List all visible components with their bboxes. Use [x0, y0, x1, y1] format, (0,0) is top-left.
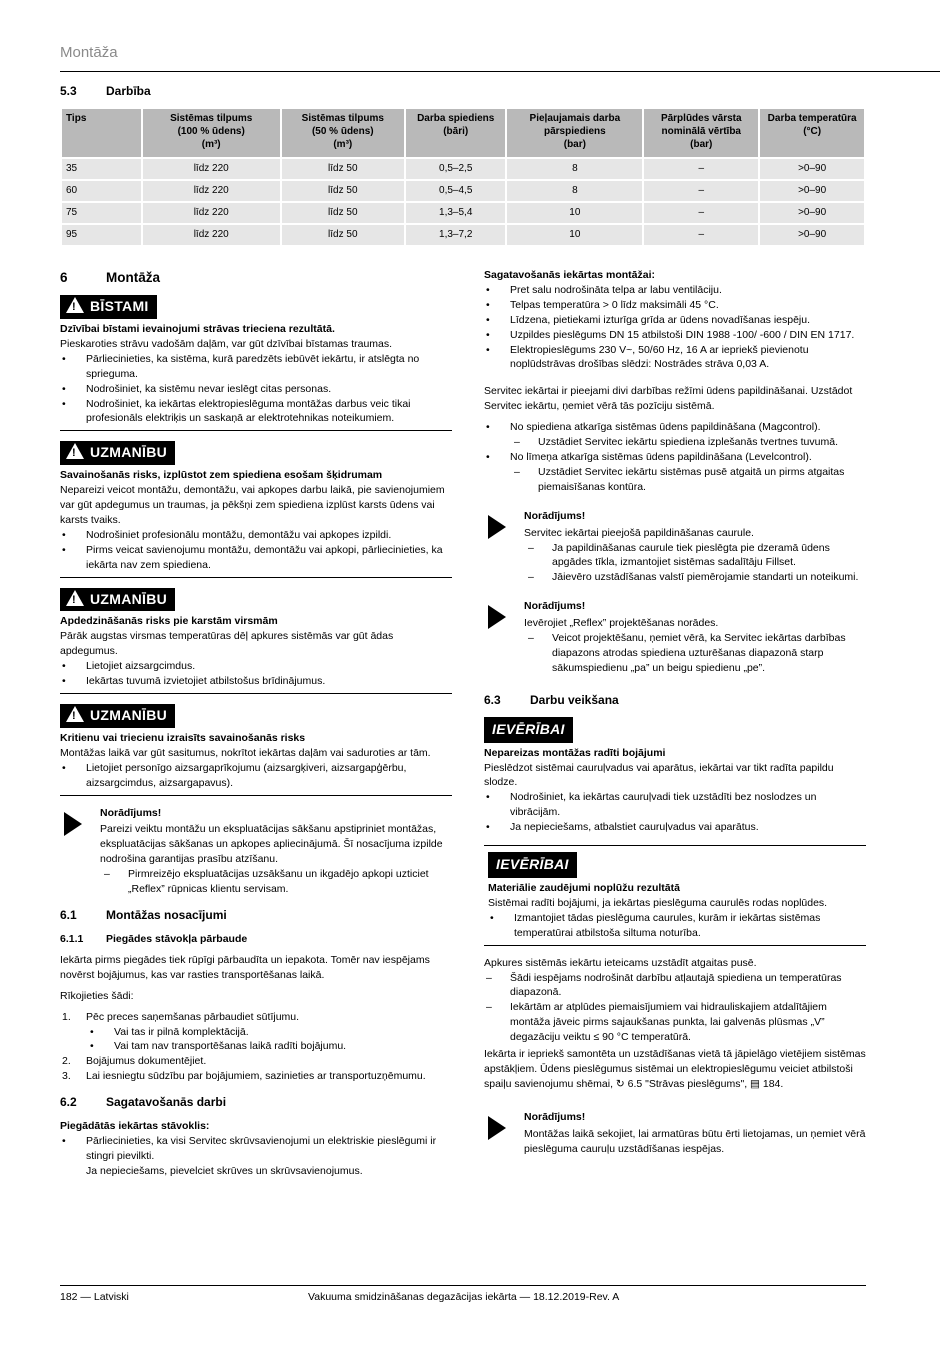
table-cell: >0–90	[760, 225, 864, 245]
caution-badge	[60, 588, 175, 612]
danger-warning	[60, 295, 452, 431]
caution-badge	[60, 441, 175, 465]
note-text: Pareizi veiktu montāžu un ekspluatācijas sākšanu apstipriniet montāžas, ekspluatācijas sākšanas un apkopes apliecinājumā. Šī nosacījuma izpilde nodrošina garantijas prasību atzīšanu.	[100, 823, 443, 866]
right-column	[484, 268, 866, 1166]
sub-list	[510, 435, 866, 450]
table-cell: līdz 220	[143, 181, 280, 201]
warning-triangle-icon	[66, 706, 84, 722]
sub-list	[510, 465, 866, 495]
warning-triangle-icon	[66, 297, 84, 313]
step-number: 3.	[62, 1070, 71, 1083]
warning-title: Kritienu vai triecienu izraisīts savainošanās risks	[60, 731, 306, 744]
dash-list	[484, 971, 866, 1046]
list-item	[60, 1054, 452, 1069]
list-item: • Pret salu nodrošināta telpa ar labu ventilāciju.	[484, 283, 866, 298]
header-rule	[60, 71, 940, 72]
caution-label: UZMANĪBU	[90, 590, 168, 607]
notice-block	[484, 717, 866, 839]
list-item: – Uzstādiet Servitec iekārtu spiediena izplešanās tvertnes tuvumā.	[510, 435, 866, 450]
notice-list	[488, 911, 866, 941]
danger-badge	[60, 295, 157, 319]
list-item: • Nodrošiniet, ka iekārtas elektropieslēguma montāžas darbus veic tikai profesionāls elektriķis un saskaņā ar elektrotehnikas noteikumiem.	[60, 397, 452, 427]
paragraph: Apkures sistēmās iekārtu ieteicams uzstādīt atgaitas pusē.	[484, 956, 757, 969]
table-cell: 8	[507, 181, 642, 201]
section-number: 6	[60, 270, 68, 285]
table-header-cell: Sistēmas tilpums (50 % ūdens) (m³)	[282, 109, 404, 157]
section-6-3-heading	[484, 692, 866, 709]
list-item	[60, 1069, 452, 1084]
section-6-2-heading	[60, 1094, 452, 1111]
section-title: Montāža	[106, 270, 160, 285]
paragraph: Servitec iekārtai ir pieejami divi darbības režīmi ūdens papildināšanai. Uzstādot Servitec iekārtu, ņemiet vērā tās pozīciju sistēmā.	[484, 385, 853, 413]
section-6-1-1-heading	[60, 932, 452, 947]
caution-warning	[60, 588, 452, 694]
table-cell: 60	[62, 181, 141, 201]
note-block	[484, 1110, 866, 1157]
list-item	[60, 1010, 452, 1055]
list-item: – Iekārtām ar atplūdes piemaisījumiem vai hidrauliskajiem atdalītājiem montāža jāveic pirms sajaukšanas punkta, lai galvenās plūsmas „V” degazāciju veiktu ≤ 90 °C temperatūrā.	[484, 1000, 866, 1045]
list-item: • Izmantojiet tādas pieslēguma caurules, kurām ir iekārtas sistēmas temperatūrai atbilstoša siltuma noturība.	[488, 911, 866, 941]
section-number: 5.3	[60, 84, 77, 98]
note-list	[100, 867, 452, 897]
table-row	[62, 181, 864, 201]
left-column	[60, 264, 452, 1185]
note-arrow-icon	[488, 515, 506, 539]
list-item	[60, 1134, 452, 1179]
step-number: 1.	[62, 1010, 71, 1023]
notice-block	[484, 845, 866, 946]
table-header-cell: Tips	[62, 109, 141, 157]
list-item: • Lietojiet aizsargcimdus.	[60, 659, 452, 674]
table-cell: līdz 220	[143, 159, 280, 179]
paragraph: Iekārta ir iepriekš samontēta un uzstādīšanas vietā tā jāpielāgo vietējiem sistēmas apstākļiem. Ūdens pieslēgumus sistēmai un elektropieslēgumu veiciet atbilstoši spaiļu savienojumu shēmai, ↻ 6.5 "Strāvas pieslēgums", ▤ 184.	[484, 1048, 866, 1090]
table-cell: –	[644, 225, 758, 245]
table-cell: >0–90	[760, 203, 864, 223]
table-cell: līdz 50	[282, 159, 404, 179]
caution-warning	[60, 441, 452, 577]
bullet-list	[484, 420, 866, 495]
paragraph: Iekārta pirms piegādes tiek rūpīgi pārbaudīta un iepakota. Tomēr nav iespējams novērst bojājumus, kas var rasties transportēšanas laikā.	[60, 953, 430, 981]
warning-text: Nepareizi veicot montāžu, demontāžu, vai apkopes darbu laikā, pie savienojumiem var gūt apdegumus un traumas, ja pēkšņi zem spiediena izplūst karsts ūdens vai karsts tvaiks.	[60, 484, 445, 526]
item-text: No spiediena atkarīga sistēmas ūdens papildināšana (Magcontrol).	[510, 421, 821, 434]
table-cell: 1,3–5,4	[406, 203, 506, 223]
list-item: – Pirmreizējo ekspluatācijas uzsākšanu un ikgadējo apkopi uzticiet „Reflex” rūpnicas klientu servisam.	[100, 867, 452, 897]
table-cell: līdz 220	[143, 203, 280, 223]
note-list	[524, 631, 866, 676]
list-item: • Lietojiet personīgo aizsargaprīkojumu (aizsargķiveri, aizsargapģērbu, aizsargcimdus, aizsargapavus).	[60, 761, 452, 791]
warning-list	[60, 352, 452, 427]
item-text: Pārliecinieties, ka visi Servitec skrūvsavienojumi un elektriskie pieslēgumi ir stingri pievilkti.	[86, 1135, 437, 1162]
section-title: Piegādes stāvokļa pārbaude	[106, 932, 248, 945]
list-item: – Veicot projektēšanu, ņemiet vērā, ka Servitec iekārtas darbības diapazons atrodas spiediena uzturēšanas diapazonā starp sākumspiedienu „pa” un beigu spiedienu „pe”.	[524, 631, 866, 676]
section-title: Montāžas nosacījumi	[106, 907, 227, 922]
note-list	[524, 541, 866, 586]
section-number: 6.1.1	[60, 932, 84, 945]
notice-list	[484, 790, 866, 835]
sub-list	[86, 1025, 452, 1055]
list-item: • Nodrošiniet profesionālu montāžu, demontāžu vai apkopes izpildi.	[60, 528, 452, 543]
list-item: – Šādi iespējams nodrošināt darbību atļautajā spiediena un temperatūras diapazonā.	[484, 971, 866, 1001]
warning-list	[60, 528, 452, 573]
section-5-3-heading	[60, 83, 151, 100]
table-header-row	[62, 109, 864, 157]
table-cell: >0–90	[760, 181, 864, 201]
table-cell: 35	[62, 159, 141, 179]
list-item: • Telpas temperatūra > 0 līdz maksimāli 45 °C.	[484, 298, 866, 313]
list-item: – Uzstādiet Servitec iekārtu sistēmas pusē atgaitā un pirms atgaitas piemaisīšanas kontūra.	[510, 465, 866, 495]
table-cell: 8	[507, 159, 642, 179]
table-cell: 95	[62, 225, 141, 245]
notice-text: Sistēmai radīti bojājumi, ja iekārtas pieslēguma caurulēs rodas noplūdes.	[488, 896, 828, 909]
running-header: Montāža	[60, 44, 118, 61]
warning-list	[60, 761, 452, 791]
notice-badge: IEVĒRĪBAI	[484, 717, 573, 743]
list-item: • Nodrošiniet, ka sistēmu nevar ieslēgt citas personas.	[60, 382, 452, 397]
paragraph: Rīkojieties šādi:	[60, 989, 134, 1002]
step-text: Bojājumus dokumentējiet.	[86, 1055, 207, 1068]
warning-triangle-icon	[66, 443, 84, 459]
list-item: • Vai tam nav transportēšanas laikā radīti bojājumu.	[86, 1039, 452, 1054]
list-item: • Vai tas ir pilnā komplektācijā.	[86, 1025, 452, 1040]
notice-title: Materiālie zaudējumi noplūžu rezultātā	[488, 881, 680, 894]
item-text: Ja nepieciešams, pievelciet skrūves un skrūvsavienojumus.	[86, 1164, 363, 1177]
section-6-1-heading	[60, 907, 452, 924]
list-item: • Pārliecinieties, ka sistēma, kurā paredzēts iebūvēt iekārtu, ir atslēgta no sprieguma.	[60, 352, 452, 382]
notice-title: Nepareizas montāžas radīti bojājumi	[484, 746, 666, 759]
table-cell: līdz 50	[282, 203, 404, 223]
section-number: 6.3	[484, 692, 501, 707]
section-title: Sagatavošanās darbi	[106, 1095, 227, 1110]
table-header-cell: Pieļaujamais darba pārspiediens (bar)	[507, 109, 642, 157]
table-cell: līdz 220	[143, 225, 280, 245]
warning-triangle-icon	[66, 590, 84, 606]
step-number: 2.	[62, 1055, 71, 1068]
caution-label: UZMANĪBU	[90, 444, 168, 461]
list-item: – Ja papildināšanas caurule tiek pieslēgta pie dzeramā ūdens apgādes tīkla, izmantojiet sistēmas sadalītāju Fillset.	[524, 541, 866, 571]
list-item	[484, 450, 866, 495]
table-cell: 10	[507, 225, 642, 245]
table-header-cell: Darba temperatūra (°C)	[760, 109, 864, 157]
table-row	[62, 203, 864, 223]
danger-label: BĪSTAMI	[90, 298, 149, 315]
table-cell: līdz 50	[282, 225, 404, 245]
table-cell: >0–90	[760, 159, 864, 179]
section-title: Darbu veikšana	[530, 692, 619, 707]
caution-warning	[60, 704, 452, 796]
list-item	[484, 420, 866, 450]
bullet-list	[60, 1134, 452, 1179]
notice-text: Pieslēdzot sistēmai cauruļvadus vai aparātus, iekārtai var tikt radīta papildu slodze.	[484, 761, 834, 789]
list-item: • Elektropieslēgums 230 V~, 50/60 Hz, 16 A ar iepriekš pievienotu noplūdstrāvas drošības slēdzi: Nostrādes strāva 0,03 A.	[484, 343, 866, 373]
warning-title: Apdedzināšanās risks pie karstām virsmām	[60, 615, 278, 628]
list-item: • Līdzena, pietiekami izturīga grīda ar ūdens novadīšanas iespēju.	[484, 313, 866, 328]
subheading: Piegādātās iekārtas stāvoklis:	[60, 1120, 210, 1133]
list-item: • Pirms veicat savienojumu montāžu, demontāžu vai apkopi, pārliecinieties, ka iekārta nav zem spiediena.	[60, 543, 452, 573]
table-row	[62, 225, 864, 245]
table-cell: 1,3–7,2	[406, 225, 506, 245]
note-text: Servitec iekārtai pieejošā papildināšanas caurule.	[524, 526, 754, 539]
note-block	[60, 806, 452, 897]
notice-badge: IEVĒRĪBAI	[488, 852, 577, 878]
section-6-heading	[60, 268, 452, 287]
item-text: No līmeņa atkarīga sistēmas ūdens papildināšana (Levelcontrol).	[510, 450, 812, 463]
warning-title: Savainošanās risks, izplūstot zem spiediena esošam šķidrumam	[60, 469, 383, 482]
table-row	[62, 159, 864, 179]
warning-text: Pārāk augstas virsmas temperatūras dēļ apkures sistēmās var gūt ādas apdegumus.	[60, 630, 394, 658]
table-cell: līdz 50	[282, 181, 404, 201]
table-header-cell: Sistēmas tilpums (100 % ūdens) (m³)	[143, 109, 280, 157]
note-block	[484, 599, 866, 676]
list-item: • Nodrošiniet, ka iekārtas cauruļvadi tiek uzstādīti bez noslodzes un vibrācijām.	[484, 790, 866, 820]
step-text: Pēc preces saņemšanas pārbaudiet sūtījumu.	[86, 1010, 300, 1023]
table-cell: –	[644, 181, 758, 201]
caution-badge	[60, 704, 175, 728]
warning-text: Pieskaroties strāvu vadošām daļām, var gūt dzīvībai bīstamas traumas.	[60, 337, 393, 350]
note-text: Ievērojiet „Reflex” projektēšanas norādes.	[524, 617, 719, 630]
list-item: • Uzpildes pieslēgums DN 15 atbilstoši DIN 1988 -100/ -600 / DIN EN 1717.	[484, 328, 866, 343]
warning-title: Dzīvībai bīstami ievainojumi strāvas trieciena rezultātā.	[60, 323, 335, 336]
section-title: Darbība	[106, 84, 151, 98]
table-cell: 10	[507, 203, 642, 223]
note-title: Norādījums!	[524, 509, 586, 522]
section-number: 6.2	[60, 1095, 77, 1110]
step-text: Lai iesniegtu sūdzību par bojājumiem, sazinieties ar transportuzņēmumu.	[86, 1070, 426, 1083]
table-cell: 0,5–4,5	[406, 181, 506, 201]
bullet-list	[484, 283, 866, 372]
note-block	[484, 509, 866, 586]
list-item: • Iekārtas tuvumā izvietojiet atbilstošus brīdinājumus.	[60, 674, 452, 689]
table-cell: –	[644, 203, 758, 223]
note-text: Montāžas laikā sekojiet, lai armatūras būtu ērti lietojamas, un ņemiet vērā pieslēguma cauruļu uzstādīšanas iespējas.	[524, 1127, 866, 1155]
section-number: 6.1	[60, 907, 77, 922]
warning-text: Montāžas laikā var gūt sasitumus, nokrītot iekārtas daļām vai saduroties ar tām.	[60, 746, 431, 759]
note-arrow-icon	[488, 605, 506, 629]
note-title: Norādījums!	[100, 806, 162, 819]
footer-document-title: Vakuuma smidzināšanas degazācijas iekārta — 18.12.2019-Rev. A	[308, 1291, 620, 1303]
subheading: Sagatavošanās iekārtas montāžai:	[484, 269, 655, 281]
note-arrow-icon	[488, 1116, 506, 1140]
table-header-cell: Pārplūdes vārsta nominālā vērtība (bar)	[644, 109, 758, 157]
warning-list	[60, 659, 452, 689]
footer-page-number: 182 — Latviski	[60, 1291, 129, 1303]
table-header-cell: Darba spiediens (bāri)	[406, 109, 506, 157]
table-cell: 0,5–2,5	[406, 159, 506, 179]
note-title: Norādījums!	[524, 600, 586, 613]
table-cell: –	[644, 159, 758, 179]
list-item: • Ja nepieciešams, atbalstiet cauruļvadus vai aparātus.	[484, 820, 866, 835]
operation-table	[60, 107, 866, 247]
list-item: – Jāievēro uzstādīšanas valstī piemērojamie standarti un noteikumi.	[524, 570, 866, 585]
footer-rule	[60, 1285, 866, 1286]
table-cell: 75	[62, 203, 141, 223]
steps-list	[60, 1010, 452, 1085]
note-title: Norādījums!	[524, 1110, 586, 1123]
note-arrow-icon	[64, 812, 82, 836]
caution-label: UZMANĪBU	[90, 707, 168, 723]
